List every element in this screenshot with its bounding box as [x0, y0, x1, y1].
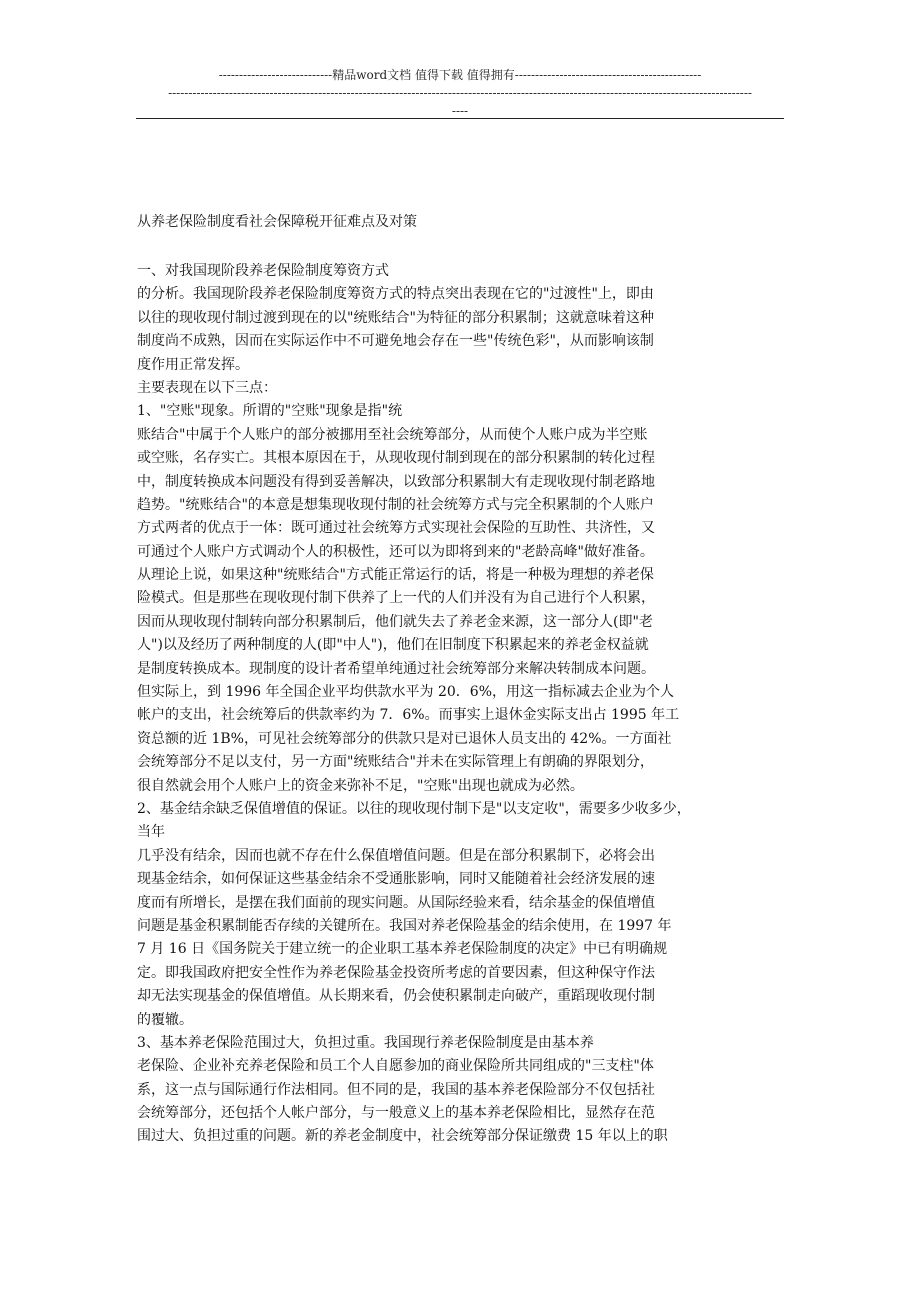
body-line: 一、对我国现阶段养老保险制度筹资方式 [137, 263, 389, 279]
body-line: 2、基金结余缺乏保值增值的保证。以往的现收现付制下是"以支定收"，需要多少收多少， [137, 800, 691, 817]
body-line: 老保险、企业补充养老保险和员工个人自愿参加的商业保险所共同组成的"三支柱"体 [137, 1058, 654, 1075]
body-line: 的分析。我国现阶段养老保险制度筹资方式的特点突出表现在它的"过渡性"上，即由 [137, 286, 654, 303]
body-line: 中，制度转换成本问题没有得到妥善解决，以致部分积累制大有走现收现付制老路地 [137, 473, 655, 490]
body-line: 围过大、负担过重的问题。新的养老金制度中，社会统筹部分保证缴费 15 年以上的职 [137, 1128, 668, 1145]
body-line: 会统筹部分不足以支付，另一方面"统账结合"并未在实际管理上有朗确的界限划分， [137, 754, 654, 771]
body-line: 主要表现在以下三点： [137, 379, 277, 396]
body-line: 1、"空账"现象。所谓的"空账"现象是指"统 [137, 403, 403, 420]
body-line: 当年 [137, 824, 165, 841]
body-line: 很自然就会用个人账户上的资金来弥补不足，"空账"出现也就成为必然。 [137, 777, 584, 794]
body-line: 从理论上说，如果这种"统账结合"方式能正常运行的话，将是一种极为理想的养老保 [137, 567, 654, 584]
body-line: 现基金结余，如何保证这些基金结余不受通胀影响，同时又能随着社会经济发展的速 [137, 871, 655, 888]
body-line: 趋势。"统账结合"的本意是想集现收现付制的社会统筹方式与完全积累制的个人账户 [137, 496, 654, 513]
body-line: 度作用正常发挥。 [137, 356, 249, 373]
body-line: 或空账，名存实亡。其根本原因在于，从现收现付制到现在的部分积累制的转化过程 [137, 450, 655, 467]
body-line: 可通过个人账户方式调动个人的积极性，还可以为即将到来的"老龄高峰"做好准备。 [137, 543, 654, 560]
body-line: 系，这一点与国际通行作法相同。但不同的是，我国的基本养老保险部分不仅包括社 [137, 1081, 655, 1098]
page-header [136, 66, 784, 120]
body-line: 却无法实现基金的保值增值。从长期来看，仍会使积累制走向破产，重蹈现收现付制 [137, 988, 655, 1005]
body-line: 但实际上，到 1996 年全国企业平均供款水平为 20．6%，用这一指标减去企业为个人 [137, 684, 675, 701]
body-line: 以往的现收现付制过渡到现在的以"统账结合"为特征的部分积累制；这就意味着这种 [137, 309, 654, 326]
header-rule [136, 118, 784, 119]
body-line: 人")以及经历了两种制度的人(即"中人")，他们在旧制度下积累起来的养老金权益就 [137, 637, 649, 654]
body-line: 是制度转换成本。现制度的设计者希望单纯通过社会统筹部分来解决转制成本问题。 [137, 660, 655, 677]
body-line: 险模式。但是那些在现收现付制下供养了上一代的人们并没有为自己进行个人积累， [137, 590, 655, 607]
document-body [137, 260, 787, 1149]
body-line: 因而从现收现付制转向部分积累制后，他们就失去了养老金来源，这一部分人(即"老 [137, 613, 653, 630]
body-line: 问题是基金积累制能否存续的关键所在。我国对养老保险基金的结余使用，在 1997 年 [137, 917, 672, 934]
body-line: 方式两者的优点于一体：既可通过社会统筹方式实现社会保险的互助性、共济性，又 [137, 520, 655, 537]
body-line: 几乎没有结余，因而也就不存在什么保值增值问题。但是在部分积累制下，必将会出 [137, 847, 655, 864]
body-line: 3、基本养老保险范围过大，负担过重。我国现行养老保险制度是由基本养 [137, 1034, 594, 1051]
body-line: 会统筹部分，还包括个人帐户部分，与一般意义上的基本养老保险相比，显然存在范 [137, 1105, 655, 1122]
body-line: 7 月 16 日《国务院关于建立统一的企业职工基本养老保险制度的决定》中已有明确规 [137, 941, 668, 958]
body-line: 的覆辙。 [137, 1011, 193, 1028]
document-title: 从养老保险制度看社会保障税开征难点及对策 [137, 214, 417, 230]
body-line: 账结合"中属于个人账户的部分被挪用至社会统筹部分，从而使个人账户成为半空账 [137, 426, 648, 443]
header-line-1: ----------------------------精品word文档 值得下载 值得拥有---------------------------------------------- [218, 68, 702, 82]
body-line: 资总额的近 1B%，可见社会统筹部分的供款只是对已退休人员支出的 42%。一方面社 [137, 730, 672, 747]
header-line-2: ------------------------------------------------------------------------------------------------------------------------------------------------ [168, 86, 752, 100]
body-line: 定。即我国政府把安全性作为养老保险基金投资所考虑的首要因素，但这种保守作法 [137, 964, 655, 981]
body-line: 度而有所增长，是摆在我们面前的现实问题。从国际经验来看，结余基金的保值增值 [137, 894, 655, 911]
body-line: 制度尚不成熟，因而在实际运作中不可避免地会存在一些"传统色彩"，从而影响该制 [137, 333, 654, 350]
body-line: 帐户的支出，社会统筹后的供款率约为 7．6%。而事实上退休金实际支出占 1995 年工 [137, 707, 680, 724]
header-line-3: ---- [451, 104, 469, 118]
